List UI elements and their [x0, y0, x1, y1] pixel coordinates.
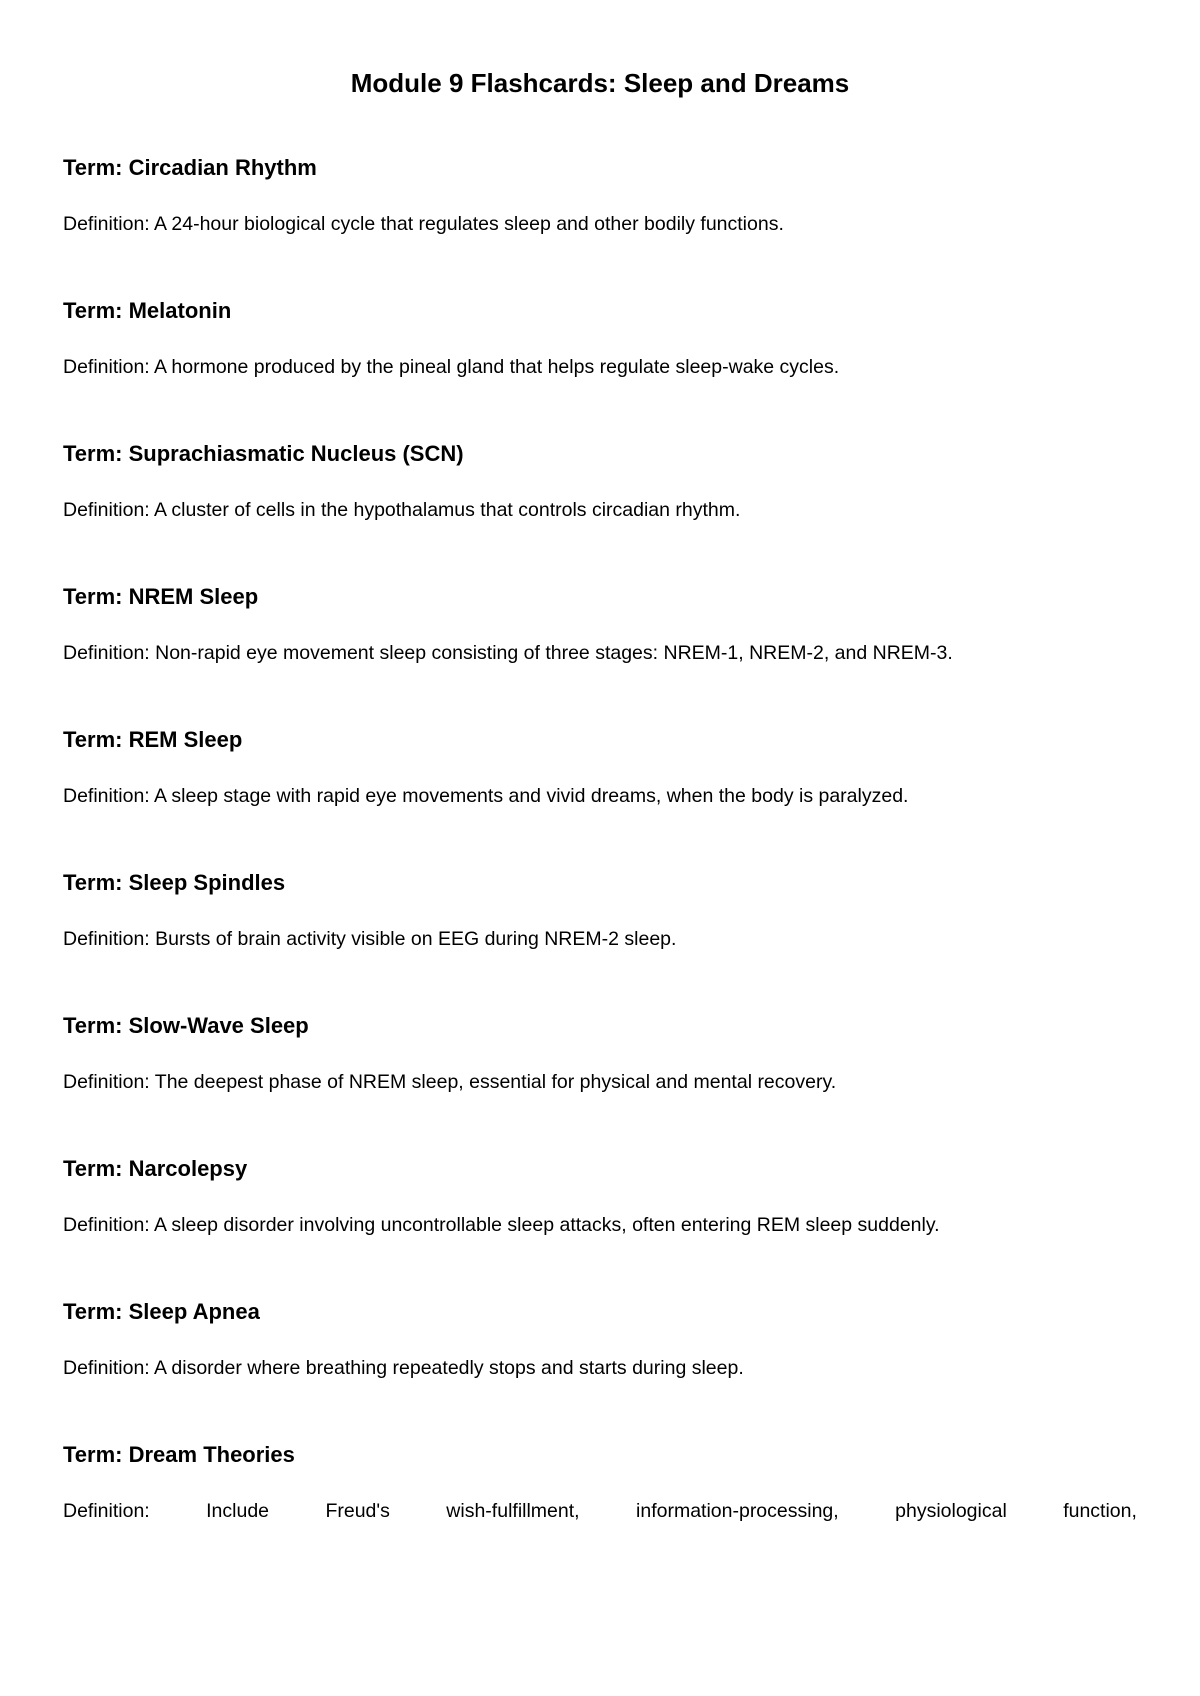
flashcard	[63, 440, 1137, 583]
flashcard-term: Term: Slow-Wave Sleep	[63, 1013, 309, 1038]
flashcard-definition: Definition: A disorder where breathing repeatedly stops and starts during sleep.	[63, 1357, 744, 1379]
flashcard-definition: Definition: A hormone produced by the pineal gland that helps regulate sleep-wake cycles.	[63, 356, 840, 378]
flashcard	[63, 297, 1137, 440]
flashcard	[63, 154, 1137, 297]
flashcard-term: Term: Melatonin	[63, 298, 232, 323]
flashcard-term: Term: NREM Sleep	[63, 584, 259, 609]
flashcard-term: Term: Sleep Apnea	[63, 1299, 260, 1324]
flashcard-term: Term: Suprachiasmatic Nucleus (SCN)	[63, 441, 464, 466]
definition-word: Include	[206, 1500, 270, 1522]
flashcard	[63, 726, 1137, 869]
flashcard-term: Term: Narcolepsy	[63, 1156, 248, 1181]
flashcard	[63, 583, 1137, 726]
flashcard-term: Term: Sleep Spindles	[63, 870, 286, 895]
definition-word: Definition:	[63, 1500, 150, 1522]
flashcard	[63, 1441, 1137, 1584]
flashcard-term: Term: Dream Theories	[63, 1442, 295, 1467]
page-title: Module 9 Flashcards: Sleep and Dreams	[350, 68, 850, 98]
definition-word: physiological	[895, 1500, 1007, 1522]
flashcard-definition: Definition: A sleep disorder involving uncontrollable sleep attacks, often entering REM sleep suddenly.	[63, 1214, 940, 1236]
flashcard	[63, 1298, 1137, 1441]
flashcard-definition: Definition: The deepest phase of NREM sleep, essential for physical and mental recovery.	[63, 1071, 837, 1093]
definition-word: wish-fulfillment,	[446, 1500, 580, 1522]
definition-word: function,	[1063, 1500, 1137, 1522]
flashcard-definition: Definition: Bursts of brain activity visible on EEG during NREM-2 sleep.	[63, 928, 677, 950]
definition-word: Freud's	[325, 1500, 390, 1522]
flashcard-definition: Definition: A cluster of cells in the hypothalamus that controls circadian rhythm.	[63, 499, 741, 521]
flashcard-term: Term: Circadian Rhythm	[63, 155, 317, 180]
flashcard-definition	[63, 1498, 1137, 1524]
flashcard-term: Term: REM Sleep	[63, 727, 243, 752]
flashcard	[63, 1012, 1137, 1155]
definition-word: information-processing,	[636, 1500, 839, 1522]
flashcard-definition: Definition: Non-rapid eye movement sleep consisting of three stages: NREM-1, NREM-2, and NREM-3.	[63, 642, 953, 664]
flashcard-definition: Definition: A 24-hour biological cycle that regulates sleep and other bodily functions.	[63, 213, 784, 235]
flashcard	[63, 1155, 1137, 1298]
flashcard-list	[63, 154, 1137, 1584]
flashcard-definition: Definition: A sleep stage with rapid eye movements and vivid dreams, when the body is paralyzed.	[63, 785, 909, 807]
flashcard	[63, 869, 1137, 1012]
